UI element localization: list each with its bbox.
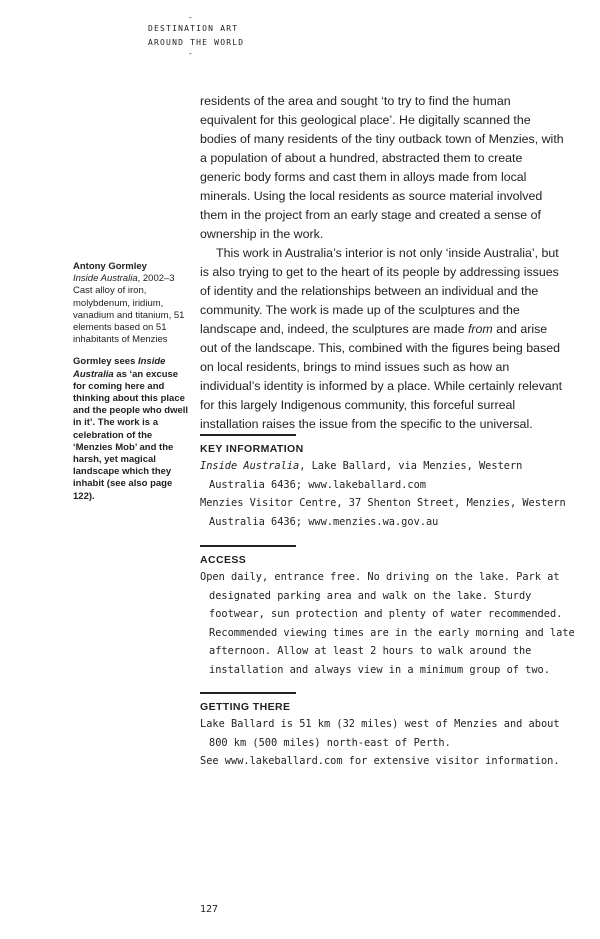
sidebar-work-date: , 2002–3 [137,273,175,285]
getting-there-heading: GETTING THERE [200,701,291,713]
sidebar-caption-part-2: as ‘an excuse for coming here and thinking about this place and the people who dwell in it’. The work is a celebration of the ‘Menzies Mob’ and the harsh, yet magical landscape which they inhabit (see also page 122). [73,368,189,502]
body-paragraph-1: residents of the area and sought ‘to try to find the human equivalent for this geological place’. He digitally scanned the bodies of many residents of the tiny outback town of Menzies, with a population of about a hundred, abstracted them to create generic body forms and cast them in alloys made from local minerals. Using the local residents as source material involved them in the project from an early stage and created a sense of ownership in the work. [200,94,564,241]
body-paragraph-2-emphasis: from [467,322,493,336]
key-information-location: , Lake Ballard, via Menzies, Western Australia 6436; www.lakeballard.com [209,460,523,491]
main-body-text [200,92,566,434]
key-information-heading: KEY INFORMATION [200,443,304,455]
key-information-rule [200,434,296,436]
running-head-dash-bottom: - [188,49,195,58]
access-heading: ACCESS [200,554,247,566]
body-paragraph-2 [200,244,566,434]
getting-there-section [200,692,580,771]
access-rule [200,545,296,547]
sidebar-caption [73,261,189,503]
page-number: 127 [200,904,219,915]
running-head [148,13,245,58]
sidebar-caption-part-1: Gormley sees [73,356,138,368]
sidebar-medium: Cast alloy of iron, molybdenum, iridium, vanadium and titanium, 51 elements based on 51 inhabitants of Menzies [73,285,185,346]
body-paragraph-2-part-1: This work in Australia’s interior is not only ‘inside Australia’, but is also trying to get to the heart of its people by addressing issues of identity and the relationships between an individual and the community. The work is made up of the sculptures and the landscape and, indeed, the sculptures are made [200,246,559,336]
sidebar-bold-caption [73,356,189,502]
getting-there-rule [200,692,296,694]
getting-there-entry-1: Lake Ballard is 51 km (32 miles) west of Menzies and about 800 km (500 miles) north-east of Perth. [200,718,560,749]
key-information-entry-2: Menzies Visitor Centre, 37 Shenton Street, Menzies, Western Australia 6436; www.menzies.wa.gov.au [200,497,566,528]
sidebar-work-title-line [73,273,189,285]
key-information-work-title: Inside Australia [200,460,300,472]
running-head-line-1: DESTINATION ART [148,24,239,33]
sidebar-work-title: Inside Australia [73,273,138,285]
running-head-dash-top: - [188,13,195,22]
key-information-section [200,434,580,531]
access-section [200,545,580,679]
access-text: Open daily, entrance free. No driving on the lake. Park at designated parking area and walk on the lake. Sturdy footwear, sun protection and plenty of water recommended. Recommended viewing times are in the early morning and late afternoon. Allow at least 2 hours to walk around the installation and always view in a minimum group of two. [200,571,575,676]
running-head-line-2: AROUND THE WORLD [148,38,245,47]
sidebar-artist-name: Antony Gormley [73,261,147,272]
getting-there-entry-2: See www.lakeballard.com for extensive visitor information. [200,755,560,767]
key-information-entry-1 [200,457,580,494]
body-paragraph-2-part-2: and arise out of the landscape. This, combined with the figures being based on local residents, brings to mind issues such as how an individual’s identity is informed by a place. While certainly relevant for this largely Indigenous community, this forceful surreal installation raises the issue from the specific to the universal. [200,322,563,431]
sidebar-caption-emphasis: Inside Australia [73,356,166,380]
